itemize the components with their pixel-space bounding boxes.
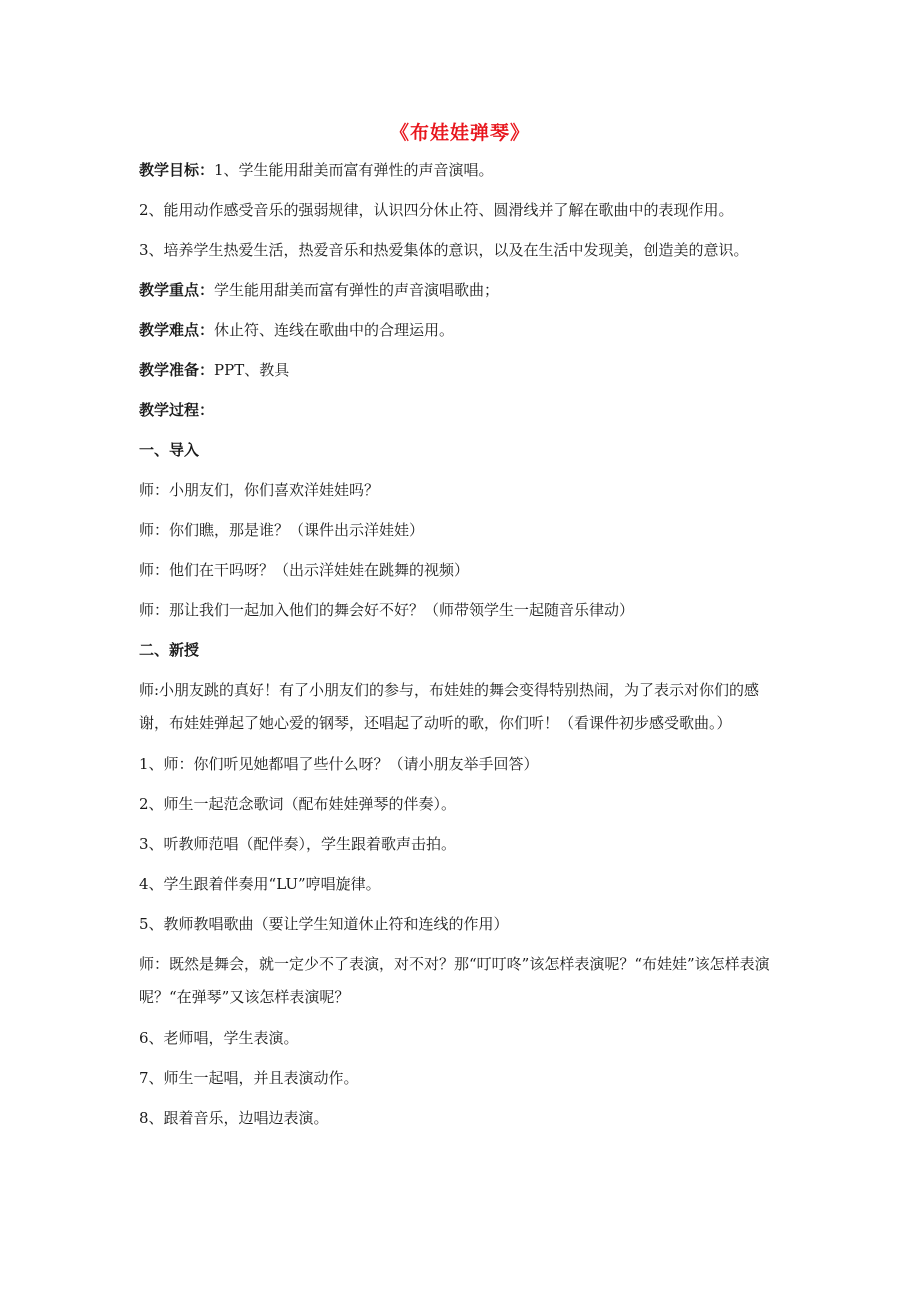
step-line: 8、跟着音乐，边唱边表演。: [139, 1109, 329, 1127]
preparation-label: 教学准备：: [139, 361, 215, 379]
process-heading: 教学过程：: [139, 401, 215, 419]
section-intro-heading: 一、导入: [139, 441, 200, 459]
objective-3: 3、培养学生热爱生活，热爱音乐和热爱集体的意识，以及在生活中发现美，创造美的意识。: [139, 241, 749, 259]
document-body: [139, 160, 789, 1148]
intro-line: 师：你们瞧，那是谁？（课件出示洋娃娃）: [139, 521, 425, 539]
section-new-teaching-heading: 二、新授: [139, 641, 200, 659]
key-point-line: [139, 280, 789, 300]
difficulty-text: 休止符、连线在歌曲中的合理运用。: [214, 321, 455, 339]
key-point-label: 教学重点：: [139, 281, 215, 299]
step-line: 7、师生一起唱，并且表演动作。: [139, 1069, 359, 1087]
step-line: 2、师生一起范念歌词（配布娃娃弹琴的伴奏）。: [139, 795, 457, 813]
performance-paragraph: 师：既然是舞会，就一定少不了表演，对不对？那“叮叮咚”该怎样表演呢？“布娃娃”该怎样表演呢？“在弹琴”又该怎样表演呢？: [139, 955, 770, 1006]
objective-2: 2、能用动作感受音乐的强弱规律，认识四分休止符、圆滑线并了解在歌曲中的表现作用。: [139, 201, 734, 219]
teaching-paragraph: 师:小朋友跳的真好！有了小朋友们的参与，布娃娃的舞会变得特别热闹，为了表示对你们的感谢，布娃娃弹起了她心爱的钢琴，还唱起了动听的歌，你们听！（看课件初步感受歌曲。）: [139, 681, 760, 732]
difficulty-label: 教学难点：: [139, 321, 215, 339]
step-line: 5、教师教唱歌曲（要让学生知道休止符和连线的作用）: [139, 915, 509, 933]
objective-1: 1、学生能用甜美而富有弹性的声音演唱。: [214, 161, 494, 179]
intro-line: 师：小朋友们，你们喜欢洋娃娃吗？: [139, 481, 380, 499]
preparation-line: [139, 360, 789, 380]
difficulty-line: [139, 320, 789, 340]
step-line: 1、师：你们听见她都唱了些什么呀？（请小朋友举手回答）: [139, 755, 539, 773]
step-line: 6、老师唱，学生表演。: [139, 1029, 299, 1047]
objectives-line: [139, 160, 789, 180]
objectives-label: 教学目标：: [139, 161, 215, 179]
intro-line: 师：他们在干吗呀？（出示洋娃娃在跳舞的视频）: [139, 561, 470, 579]
document-title: 《布娃娃弹琴》: [389, 122, 530, 144]
preparation-text: PPT、教具: [214, 361, 290, 379]
key-point-text: 学生能用甜美而富有弹性的声音演唱歌曲；: [214, 281, 500, 299]
intro-line: 师：那让我们一起加入他们的舞会好不好？（师带领学生一起随音乐律动）: [139, 601, 635, 619]
step-line: 4、学生跟着伴奏用“LU”哼唱旋律。: [139, 875, 381, 893]
step-line: 3、听教师范唱（配伴奏），学生跟着歌声击拍。: [139, 835, 457, 853]
